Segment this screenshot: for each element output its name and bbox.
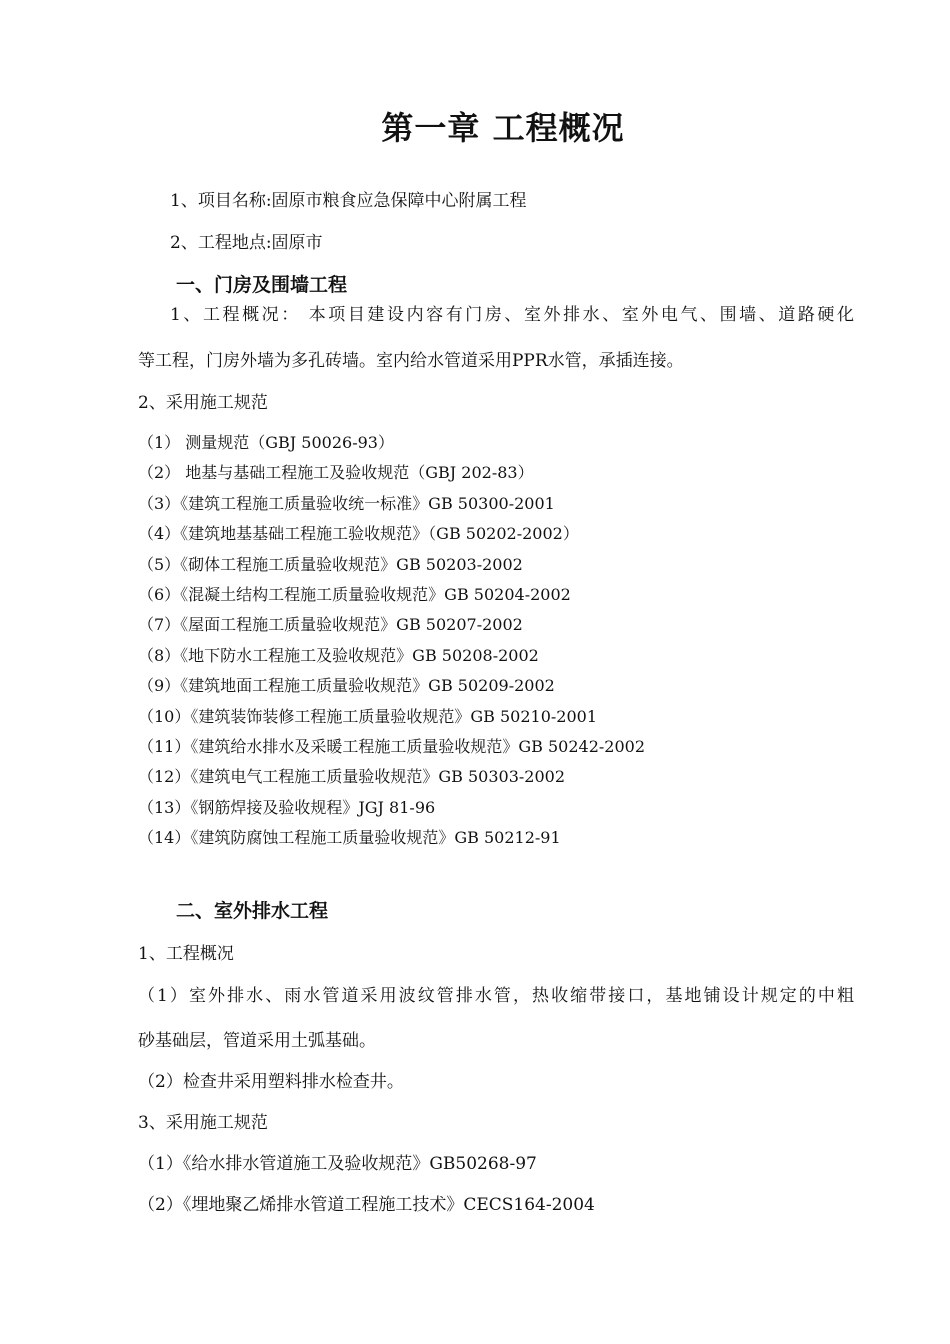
section2-item1-line2: 砂基础层，管道采用土弧基础。 xyxy=(138,1031,376,1051)
project-name: 1、项目名称:固原市粮食应急保障中心附属工程 xyxy=(170,191,527,211)
standard-item: （5）《砌体工程施工质量验收规范》GB 50203-2002 xyxy=(138,555,523,574)
standard-item: （11）《建筑给水排水及采暖工程施工质量验收规范》GB 50242-2002 xyxy=(138,737,646,756)
standard-item: （12）《建筑电气工程施工质量验收规范》GB 50303-2002 xyxy=(138,767,566,786)
section2-heading: 二、室外排水工程 xyxy=(176,900,329,922)
section1-heading: 一、门房及围墙工程 xyxy=(176,274,348,296)
standard-item: （7）《屋面工程施工质量验收规范》GB 50207-2002 xyxy=(138,615,523,634)
standard-item: （1） 测量规范（GBJ 50026-93） xyxy=(138,433,394,452)
section2-item2: （2）检查井采用塑料排水检查井。 xyxy=(138,1072,404,1092)
standard-item: （2）《埋地聚乙烯排水管道工程施工技术》CECS164-2004 xyxy=(138,1195,595,1215)
standard-item: （3）《建筑工程施工质量验收统一标准》GB 50300-2001 xyxy=(138,494,555,513)
standard-item: （9）《建筑地面工程施工质量验收规范》GB 50209-2002 xyxy=(138,676,555,695)
standard-item: （1）《给水排水管道施工及验收规范》GB50268-97 xyxy=(138,1154,537,1174)
section2-standards-title: 3、采用施工规范 xyxy=(138,1113,268,1133)
standard-item: （8）《地下防水工程施工及验收规范》GB 50208-2002 xyxy=(138,646,539,665)
standard-item: （13）《钢筋焊接及验收规程》JGJ 81-96 xyxy=(138,798,436,817)
standard-item: （6）《混凝土结构工程施工质量验收规范》GB 50204-2002 xyxy=(138,585,571,604)
section1-standards-title: 2、采用施工规范 xyxy=(138,393,268,413)
standard-item: （2） 地基与基础工程施工及验收规范（GBJ 202-83） xyxy=(138,463,534,482)
standard-item: （14）《建筑防腐蚀工程施工质量验收规范》GB 50212-91 xyxy=(138,828,561,847)
project-location: 2、工程地点:固原市 xyxy=(170,233,323,253)
standard-item: （10）《建筑装饰装修工程施工质量验收规范》GB 50210-2001 xyxy=(138,707,598,726)
section1-overview-line2: 等工程，门房外墙为多孔砖墙。室内给水管道采用PPR水管，承插连接。 xyxy=(138,351,684,371)
section1-overview-line1: 1、工程概况： 本项目建设内容有门房、室外排水、室外电气、围墙、道路硬化 xyxy=(170,305,854,325)
page-title: 第一章 工程概况 xyxy=(381,109,625,147)
standard-item: （4）《建筑地基基础工程施工验收规范》（GB 50202-2002） xyxy=(138,524,579,543)
section2-overview-title: 1、工程概况 xyxy=(138,944,234,964)
section2-item1-line1: （1）室外排水、雨水管道采用波纹管排水管，热收缩带接口，基地铺设计规定的中粗 xyxy=(138,986,854,1006)
